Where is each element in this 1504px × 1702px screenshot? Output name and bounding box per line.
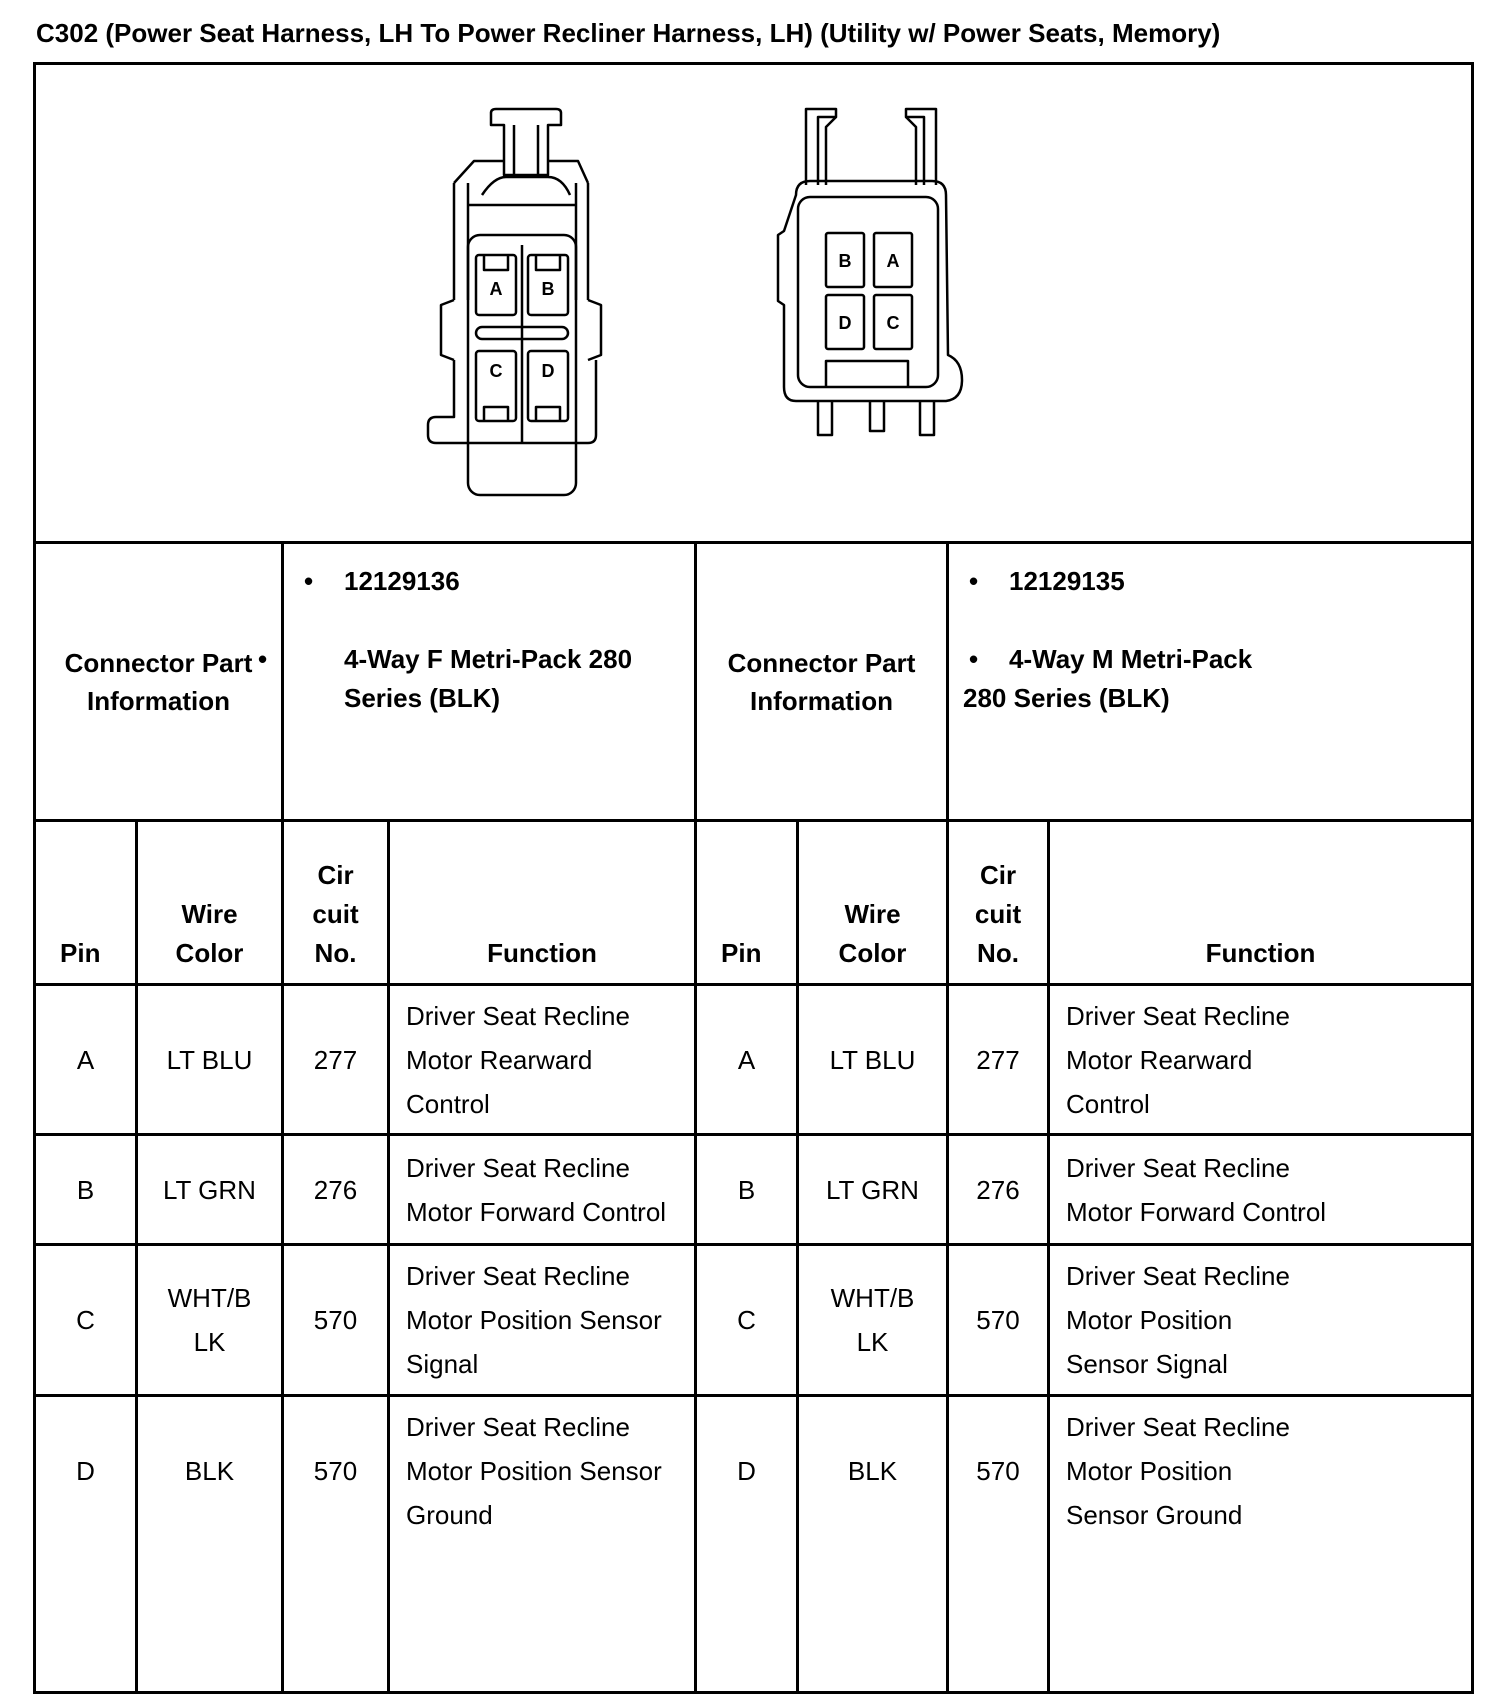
left-row-d-function: Driver Seat Recline Motor Position Sensor Ground [406,1412,662,1530]
left-row-b-wire-color: LT GRN [163,1174,256,1205]
male-cavity-label-a: A [886,251,900,271]
right-row-c-wire-color: WHT/B LK [830,1283,915,1357]
right-row-c-pin: C [737,1305,756,1335]
right-header-pin: Pin [721,938,762,968]
left-header-wire-color: Wire Color [175,899,244,968]
left-row-a-function: Driver Seat Recline Motor Rearward Control [406,1000,630,1119]
right-row-b-circuit: 276 [976,1174,1020,1205]
female-cavity-label-a: A [489,279,503,299]
left-header-circuit: Cir cuit No. [312,860,359,968]
bullet-glyph: • [258,644,268,674]
left-connector-info-label: Connector Part Information [64,647,253,716]
left-part-number: 12129136 [344,566,460,596]
right-row-b-pin: B [737,1174,756,1205]
right-part-description: 4-Way M Metri-Pack 280 Series (BLK) [963,644,1253,713]
female-cavity-label-b: B [541,279,555,299]
connector-table [33,62,1474,1694]
left-row-d-pin: D [76,1456,95,1486]
right-row-a-circuit: 277 [976,1044,1020,1075]
left-row-b-circuit: 276 [313,1174,358,1205]
right-row-c-circuit: 570 [976,1305,1020,1335]
right-header-function: Function [1205,938,1316,968]
page-title: C302 (Power Seat Harness, LH To Power Recliner Harness, LH) (Utility w/ Power Seats, Memory) [36,18,1221,48]
right-row-b-function: Driver Seat Recline Motor Forward Control [1066,1152,1327,1227]
bullet-glyph: • [304,566,314,596]
right-row-d-wire-color: BLK [847,1456,898,1486]
connector-drawings [36,65,1471,591]
left-connector-part-details [258,544,694,819]
female-cavity-label-d: D [541,361,555,381]
left-row-c-function: Driver Seat Recline Motor Position Sensor Signal [406,1261,662,1379]
left-row-a-circuit: 277 [313,1044,358,1075]
left-row-c-pin: C [76,1305,95,1335]
right-header-wire-color: Wire Color [838,899,907,968]
left-header-pin: Pin [60,938,101,968]
left-row-b-pin: B [76,1174,95,1205]
connector-diagram-area [36,65,1471,591]
bullet-glyph: • [969,644,979,674]
right-row-c-function: Driver Seat Recline Motor Position Sensor Signal [1066,1261,1290,1379]
left-header-function: Function [487,938,597,968]
male-cavity-label-c: C [886,313,900,333]
male-cavity-label-b: B [838,251,852,271]
left-row-c-circuit: 570 [313,1305,358,1335]
left-row-d-circuit: 570 [313,1456,358,1486]
right-row-b-wire-color: LT GRN [826,1174,919,1205]
right-row-d-function: Driver Seat Recline Motor Position Sensor Ground [1066,1412,1290,1530]
female-cavity-label-c: C [489,361,503,381]
left-row-a-pin: A [76,1044,95,1075]
right-row-a-pin: A [737,1044,756,1075]
male-cavity-label-d: D [838,313,852,333]
right-row-d-circuit: 570 [976,1456,1020,1486]
male-connector-drawing [778,109,962,435]
left-part-description: 4-Way F Metri-Pack 280 Series (BLK) [344,644,633,713]
right-part-number: 12129135 [1009,566,1125,596]
right-connector-part-details [949,544,1471,819]
female-connector-drawing [428,109,601,495]
right-row-a-wire-color: LT BLU [829,1044,916,1075]
bullet-glyph: • [969,566,979,596]
left-row-b-function: Driver Seat Recline Motor Forward Control [406,1152,667,1227]
left-row-d-wire-color: BLK [184,1456,235,1486]
right-connector-info-label: Connector Part Information [727,647,916,716]
right-header-circuit: Cir cuit No. [974,860,1022,968]
right-row-a-function: Driver Seat Recline Motor Rearward Control [1066,1000,1290,1119]
left-row-c-wire-color: WHT/B LK [167,1283,252,1357]
left-row-a-wire-color: LT BLU [166,1044,253,1075]
right-row-d-pin: D [737,1456,756,1486]
